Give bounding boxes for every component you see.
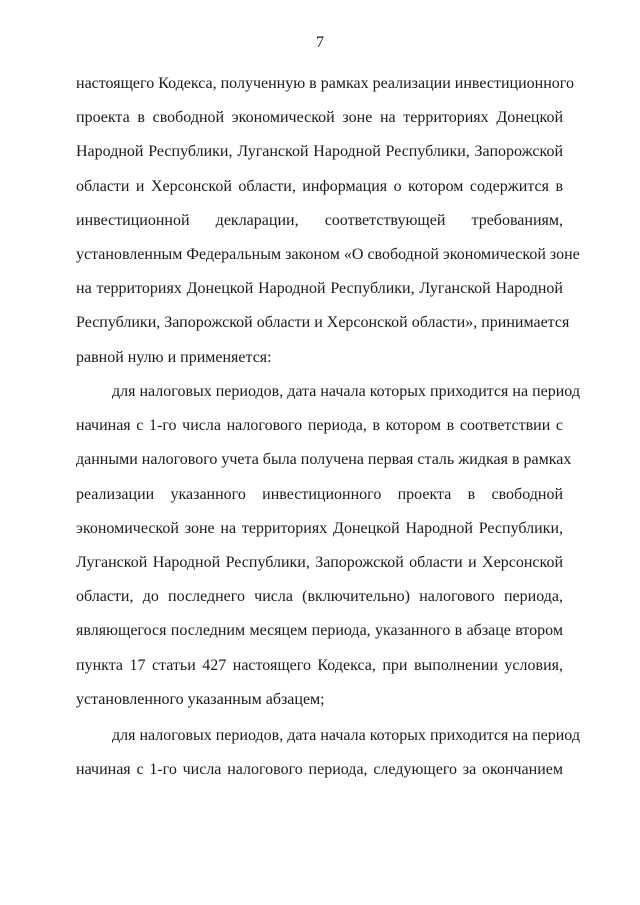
paragraph-2 — [76, 375, 580, 717]
text-line: установленного указанным абзацем; — [76, 690, 325, 708]
text-line: инвестиционной декларации, соответствующей требованиям, — [76, 211, 563, 229]
paragraph-3 — [76, 719, 580, 787]
text-line: для налоговых периодов, дата начала которых приходится на период — [112, 727, 580, 744]
page-number: 7 — [316, 34, 324, 51]
text-line: данными налогового учета была получена первая сталь жидкая в рамках — [76, 451, 572, 469]
text-line: проекта в свободной экономической зоне на территориях Донецкой — [76, 109, 563, 127]
text-line: на территориях Донецкой Народной Республики, Луганской Народной — [76, 280, 563, 298]
text-line: установленным Федеральным законом «О свободной экономической зоне — [76, 245, 580, 263]
text-line: области, до последнего числа (включительно) налогового периода, — [76, 588, 563, 606]
paragraph-1 — [76, 67, 580, 375]
text-line: Республики, Запорожской области и Херсонской области», принимается — [76, 314, 570, 332]
text-line: пункта 17 статьи 427 настоящего Кодекса, при выполнении условия, — [76, 656, 563, 674]
text-line: настоящего Кодекса, полученную в рамках реализации инвестиционного — [76, 75, 574, 92]
text-line: начиная с 1-го числа налогового периода, в котором в соответствии с — [76, 417, 563, 435]
text-line: являющегося последним месяцем периода, указанного в абзаце втором — [76, 622, 563, 640]
text-line: начиная с 1-го числа налогового периода, следующего за окончанием — [76, 761, 563, 779]
text-line: равной нулю и применяется: — [76, 348, 272, 366]
text-line: для налоговых периодов, дата начала которых приходится на период — [112, 383, 580, 400]
text-line: Луганской Народной Республики, Запорожской области и Херсонской — [76, 553, 563, 571]
text-line: экономической зоне на территориях Донецкой Народной Республики, — [76, 519, 563, 537]
text-line: области и Херсонской области, информация о котором содержится в — [76, 177, 563, 195]
text-line: Народной Республики, Луганской Народной Республики, Запорожской — [76, 143, 563, 161]
text-line: реализации указанного инвестиционного проекта в свободной — [76, 485, 563, 503]
